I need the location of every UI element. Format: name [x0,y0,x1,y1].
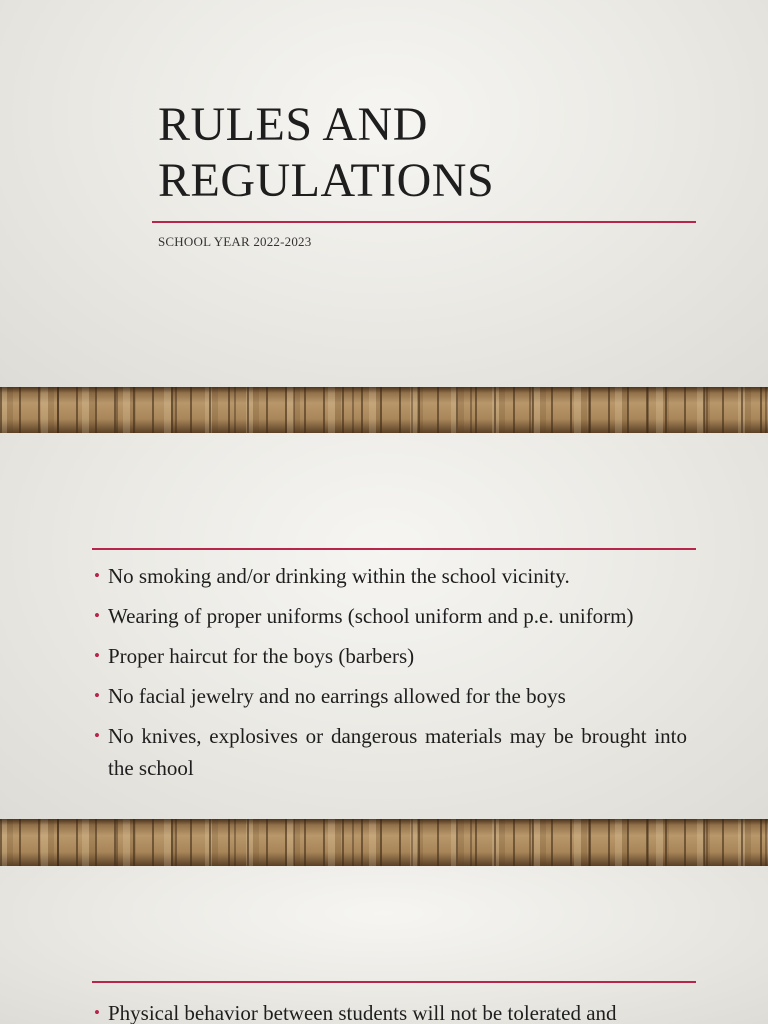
bullet-icon: • [94,646,100,665]
bullet-icon: • [94,686,100,705]
rule-item [94,997,687,1024]
content-divider-rule [92,548,696,550]
bullet-icon: • [94,566,100,585]
title-slide [0,0,768,433]
rule-item [94,560,687,592]
rule-item [94,600,687,632]
title-divider-rule [152,221,696,223]
rule-text: No facial jewelry and no earrings allowed for the boys [108,684,566,708]
rule-text: Wearing of proper uniforms (school uniform and p.e. uniform) [108,604,634,628]
slide-title: RULES AND REGULATIONS [158,98,495,207]
rules-slide-2 [0,866,768,1024]
rule-item [94,720,687,784]
wood-floor-strip [0,387,768,433]
wood-floor-strip [0,819,768,866]
rule-item [94,680,687,712]
content-divider-rule [92,981,696,983]
rule-item [94,640,687,672]
rules-slide-1 [0,433,768,866]
rule-text: No knives, explosives or dangerous materials may be brought into the school [108,724,687,780]
rule-text: No smoking and/or drinking within the school vicinity. [108,564,570,588]
bullet-icon: • [94,726,100,745]
rules-bullet-list [94,560,687,792]
rules-bullet-list [94,997,687,1024]
rule-text: Physical behavior between students will not be tolerated and [108,1001,617,1024]
bullet-icon: • [94,606,100,625]
rule-text: Proper haircut for the boys (barbers) [108,644,415,668]
slide-subtitle: SCHOOL YEAR 2022-2023 [158,234,312,249]
bullet-icon: • [94,1003,100,1022]
